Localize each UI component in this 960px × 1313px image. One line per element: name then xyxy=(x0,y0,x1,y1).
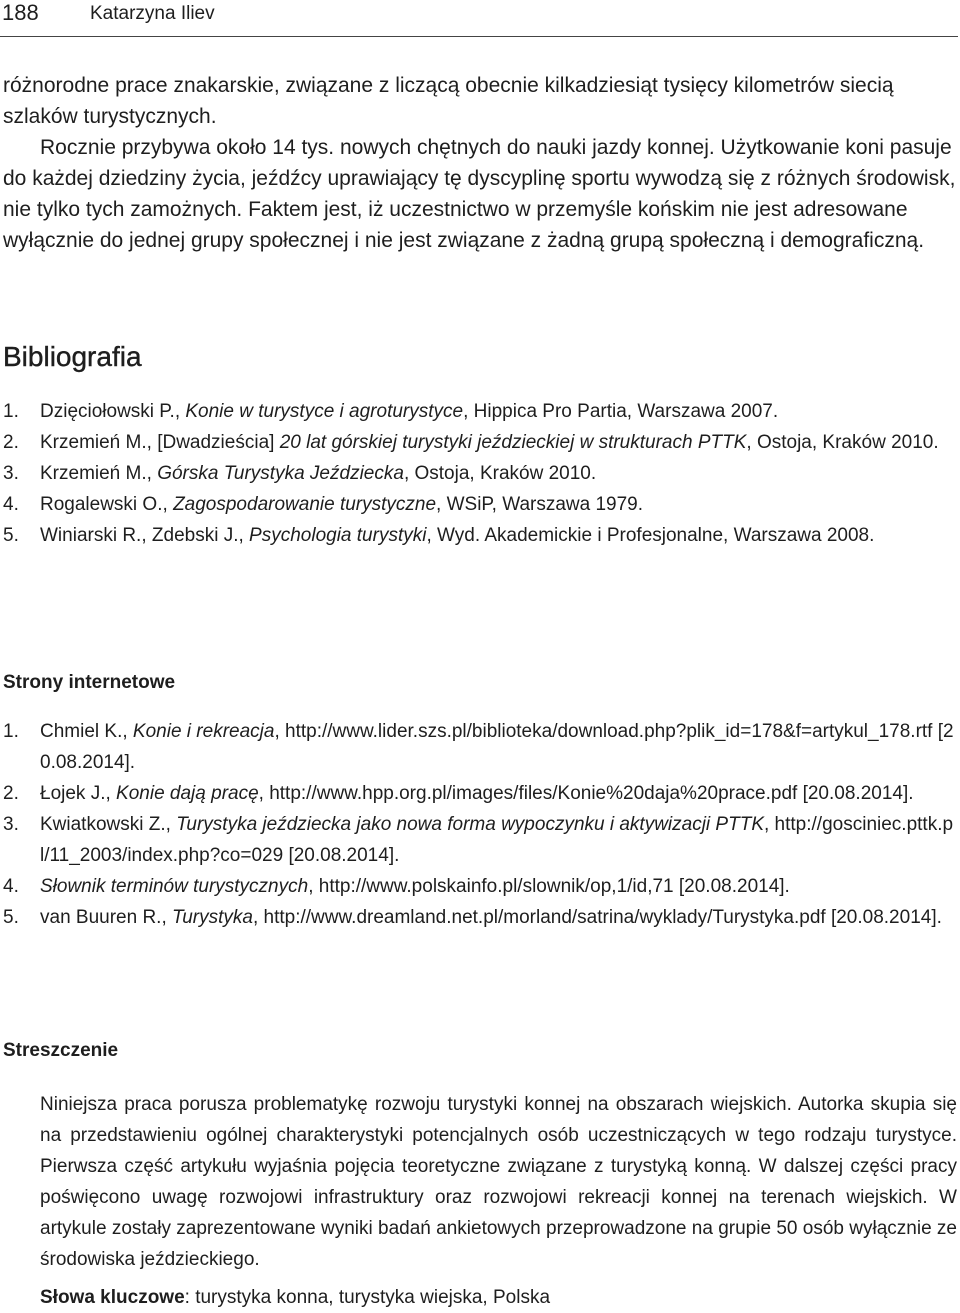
list-item: 1. Dzięciołowski P., Konie w turystyce i agroturystyce, Hippica Pro Partia, Warszawa 2007. xyxy=(3,396,957,427)
list-item: 1. Chmiel K., Konie i rekreacja, http://www.lider.szs.pl/biblioteka/download.php?plik_id=178&f=artykul_178.rtf [20.08.2014]. xyxy=(3,716,957,778)
paragraph-2: Rocznie przybywa około 14 tys. nowych chętnych do nauki jazdy konnej. Użytkowanie koni pasuje do każdej dziedziny życia, jeźdźcy uprawiający tę dyscyplinę sportu wywodzą się z różnych środowisk, nie tylko tych zamożnych. Faktem jest, iż uczestnictwo w przemyśle końskim nie jest adresowane wyłącznie do jednej grupy społecznej i nie jest związane z żadną grupą społeczną i demograficzną. xyxy=(3,136,956,252)
item-title: Słownik terminów turystycznych xyxy=(40,876,309,897)
item-number: 3. xyxy=(3,814,19,835)
bibliography-heading: Bibliografia xyxy=(3,341,142,372)
list-item: 3. Kwiatkowski Z., Turystyka jeździecka jako nowa forma wypoczynku i aktywizacji PTTK, http://gosciniec.pttk.pl/11_2003/index.php?co=029 [20.08.2014]. xyxy=(3,809,957,871)
page-header xyxy=(0,0,958,37)
item-title: Konie dają pracę xyxy=(116,783,259,804)
list-item: 2. Krzemień M., [Dwadzieścia] 20 lat górskiej turystyki jeździeckiej w strukturach PTTK, Ostoja, Kraków 2010. xyxy=(3,427,957,458)
list-item: 3. Krzemień M., Górska Turystyka Jeździecka, Ostoja, Kraków 2010. xyxy=(3,458,957,489)
item-details: , Ostoja, Kraków 2010. xyxy=(403,463,597,484)
item-title: Konie w turystyce i agroturystyce xyxy=(185,401,464,422)
item-number: 2. xyxy=(3,432,19,453)
list-item: 2. Łojek J., Konie dają pracę, http://www.hpp.org.pl/images/files/Konie%20daja%20prace.pdf [20.08.2014]. xyxy=(3,778,957,809)
item-number: 1. xyxy=(3,401,19,422)
item-details: , http://www.lider.szs.pl/biblioteka/download.php?plik_id=178&f=artykul_178.rtf [20.08.2014]. xyxy=(40,721,954,773)
summary-heading: Streszczenie xyxy=(3,1040,119,1061)
list-item: 5. van Buuren R., Turystyka, http://www.dreamland.net.pl/morland/satrina/wyklady/Turystyka.pdf [20.08.2014]. xyxy=(3,902,957,933)
item-number: 5. xyxy=(3,525,19,546)
item-title: Konie i rekreacja xyxy=(132,721,275,742)
page-number: 188 xyxy=(2,0,39,25)
body-text xyxy=(3,70,957,256)
summary-text: Niniejsza praca porusza problematykę rozwoju turystyki konnej na obszarach wiejskich. Autorka skupia się na przedstawieniu ogólnej charakterystyki potencjalnych osób uczestniczących w tego rodzaju turystyce. Pierwsza część artykułu wyjaśnia pojęcia teoretyczne związane z turystyką konną. W dalszej części pracy poświęcono uwagę rozwojowi infrastruktury oraz rozwojowi rekreacji konnej na terenach wiejskich. W artykule zostały zaprezentowane wyniki badań ankietowych przeprowadzone na grupie 50 osób wyłącznie ze środowiska jeździeckiego. xyxy=(40,1094,957,1270)
paragraph-1: różnorodne prace znakarskie, związane z liczącą obecnie kilkadziesiąt tysięcy kilometrów siecią szlaków turystycznych. xyxy=(3,74,894,128)
item-title: Turystyka xyxy=(172,907,253,928)
item-author: Rogalewski O. xyxy=(40,494,163,515)
item-author: Krzemień M. xyxy=(40,432,147,453)
item-title: Zagospodarowanie turystyczne xyxy=(173,494,437,515)
running-author: Katarzyna Iliev xyxy=(90,3,215,24)
keywords-label: Słowa kluczowe xyxy=(40,1287,185,1308)
web-sources-heading: Strony internetowe xyxy=(3,672,176,693)
list-item xyxy=(3,871,957,902)
item-title: Turystyka jeździecka jako nowa forma wypoczynku i aktywizacji PTTK xyxy=(176,814,764,835)
list-item: 4. Rogalewski O., Zagospodarowanie turystyczne, WSiP, Warszawa 1979. xyxy=(3,489,957,520)
item-author: Winiarski R., Zdebski J. xyxy=(40,525,239,546)
keywords-values: : turystyka konna, turystyka wiejska, Polska xyxy=(184,1287,551,1308)
item-author: Krzemień M. xyxy=(40,463,147,484)
list-item: 5. Winiarski R., Zdebski J., Psychologia turystyki, Wyd. Akademickie i Profesjonalne, Warszawa 2008. xyxy=(3,520,957,551)
item-author: Łojek J. xyxy=(40,783,106,804)
item-title: Psychologia turystyki xyxy=(249,525,427,546)
item-author: van Buuren R. xyxy=(40,907,162,928)
item-number: 5. xyxy=(3,907,19,928)
bibliography-list xyxy=(3,396,957,551)
item-details: , Hippica Pro Partia, Warszawa 2007. xyxy=(463,401,779,422)
item-details: , Ostoja, Kraków 2010. xyxy=(746,432,939,453)
item-number: 4. xyxy=(3,494,19,515)
item-details: , WSiP, Warszawa 1979. xyxy=(436,494,644,515)
item-title: Górska Turystyka Jeździecka xyxy=(157,463,404,484)
item-number: 4. xyxy=(3,876,19,897)
item-title: 20 lat górskiej turystyki jeździeckiej w strukturach PTTK xyxy=(279,432,747,453)
item-number: 2. xyxy=(3,783,19,804)
item-number: 1. xyxy=(3,721,19,742)
item-details: , http://www.polskainfo.pl/slownik/op,1/id,71 [20.08.2014]. xyxy=(308,876,790,897)
item-details: , http://gosciniec.pttk.pl/11_2003/index.php?co=029 [20.08.2014]. xyxy=(40,814,954,866)
item-details: , http://www.hpp.org.pl/images/files/Konie%20daja%20prace.pdf [20.08.2014]. xyxy=(258,783,914,804)
item-author: Kwiatkowski Z. xyxy=(40,814,166,835)
web-sources-list xyxy=(3,716,957,933)
item-details: , http://www.dreamland.net.pl/morland/satrina/wyklady/Turystyka.pdf [20.08.2014]. xyxy=(252,907,942,928)
item-author: Chmiel K. xyxy=(40,721,123,742)
keywords-line xyxy=(40,1284,550,1312)
item-number: 3. xyxy=(3,463,19,484)
item-details: , Wyd. Akademickie i Profesjonalne, Warszawa 2008. xyxy=(426,525,875,546)
item-author: Dzięciołowski P. xyxy=(40,401,175,422)
